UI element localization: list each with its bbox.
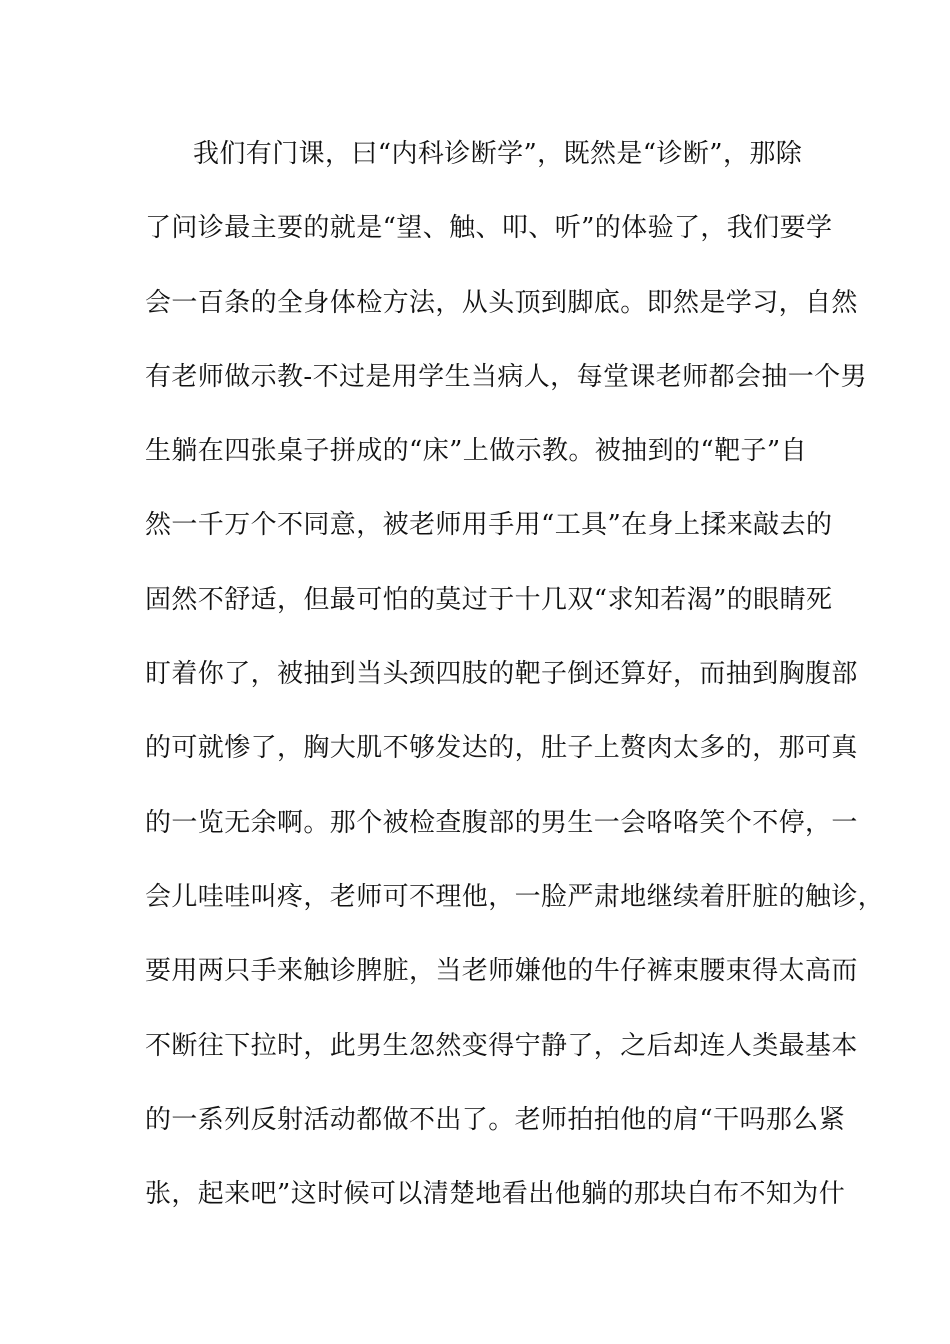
text-line: 的一系列反射活动都做不出了。老师拍拍他的肩“干吗那么紧 — [145, 1104, 846, 1135]
text-line: 生躺在四张桌子拼成的“床”上做示教。被抽到的“靶子”自 — [145, 436, 807, 467]
text-line: 会儿哇哇叫疼，老师可不理他，一脸严肃地继续着肝脏的触诊， — [145, 881, 885, 912]
text-line: 要用两只手来触诊脾脏，当老师嫌他的牛仔裤束腰束得太高而 — [145, 956, 858, 987]
text-line: 有老师做示教-不过是用学生当病人，每堂课老师都会抽一个男 — [145, 361, 867, 392]
text-line: 张，起来吧”这时候可以清楚地看出他躺的那块白布不知为什 — [145, 1179, 846, 1210]
text-line: 的一览无余啊。那个被检查腹部的男生一会咯咯笑个不停，一 — [145, 807, 858, 838]
text-line: 不断往下拉时，此男生忽然变得宁静了，之后却连人类最基本 — [145, 1030, 858, 1061]
body-paragraph — [145, 132, 885, 1246]
text-line: 的可就惨了，胸大肌不够发达的，肚子上赘肉太多的，那可真 — [145, 733, 858, 764]
text-line: 然一千万个不同意，被老师用手用“工具”在身上揉来敲去的 — [145, 510, 833, 541]
text-line: 固然不舒适，但最可怕的莫过于十几双“求知若渴”的眼睛死 — [145, 584, 833, 615]
text-line: 会一百条的全身体检方法，从头顶到脚底。即然是学习，自然 — [145, 287, 858, 318]
text-line: 了问诊最主要的就是“望、触、叩、听”的体验了，我们要学 — [145, 213, 833, 244]
text-line: 我们有门课，曰“内科诊断学”，既然是“诊断”，那除 — [193, 139, 803, 169]
text-line: 盯着你了，被抽到当头颈四肢的靶子倒还算好，而抽到胸腹部 — [145, 659, 858, 690]
